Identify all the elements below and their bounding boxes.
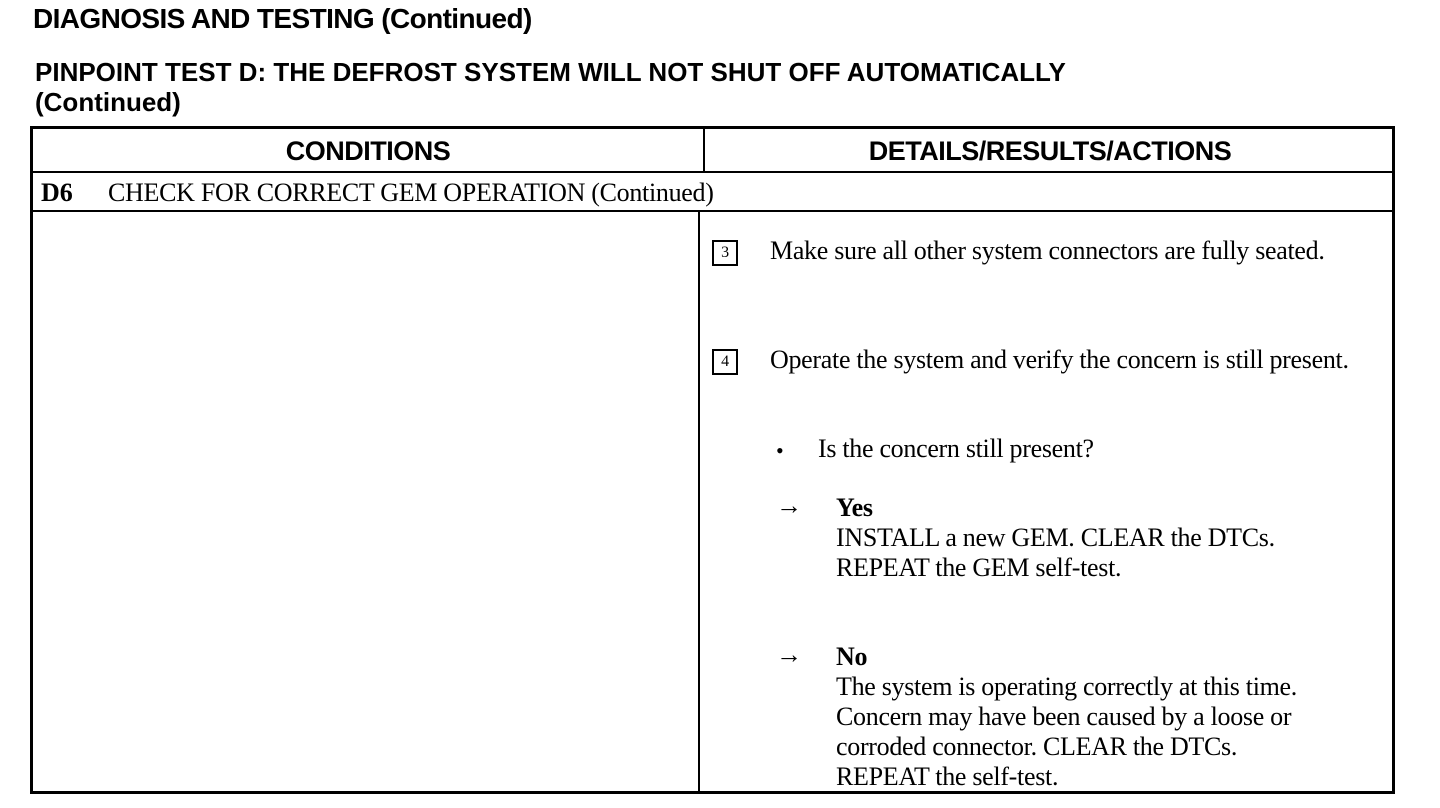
conditions-cell: [33, 212, 698, 791]
arrow-right-icon: →: [776, 491, 802, 520]
step-id: D6: [41, 178, 73, 207]
result-no: [773, 642, 1393, 792]
column-header-actions: DETAILS/RESULTS/ACTIONS: [868, 136, 1232, 166]
action-item: [712, 345, 1392, 415]
arrow-right-icon: →: [776, 640, 802, 669]
question-text: Is the concern still present?: [818, 434, 1094, 463]
step-number-box: 3: [712, 240, 738, 266]
result-line: REPEAT the self-test.: [836, 762, 1059, 791]
column-divider: [698, 212, 700, 791]
pinpoint-test-table: [30, 126, 1395, 794]
action-text: Operate the system and verify the concern is still present.: [770, 345, 1349, 374]
result-line: The system is operating correctly at this time.: [836, 672, 1297, 701]
step-title: CHECK FOR CORRECT GEM OPERATION (Continued): [108, 178, 714, 207]
result-label-no: No: [836, 642, 868, 671]
step-number-box: 4: [712, 349, 738, 375]
result-line: corroded connector. CLEAR the DTCs.: [836, 732, 1238, 761]
bullet-icon: •: [776, 438, 784, 463]
result-label-yes: Yes: [836, 493, 873, 522]
result-yes: [773, 493, 1383, 593]
action-item: [712, 236, 1392, 306]
result-line: Concern may have been caused by a loose or: [836, 702, 1292, 731]
page-title: DIAGNOSIS AND TESTING (Continued): [33, 3, 532, 34]
section-title: [35, 57, 1066, 117]
question-item: [773, 434, 1373, 468]
section-title-line2: (Continued): [35, 87, 181, 117]
result-line: REPEAT the GEM self-test.: [836, 553, 1122, 582]
section-title-line1: PINPOINT TEST D: THE DEFROST SYSTEM WILL NOT SHUT OFF AUTOMATICALLY: [35, 57, 1066, 87]
table-header-row: [33, 129, 1392, 173]
action-text: Make sure all other system connectors are fully seated.: [770, 236, 1325, 265]
result-line: INSTALL a new GEM. CLEAR the DTCs.: [836, 523, 1275, 552]
step-row: [33, 173, 1392, 212]
column-header-conditions: CONDITIONS: [285, 136, 451, 166]
